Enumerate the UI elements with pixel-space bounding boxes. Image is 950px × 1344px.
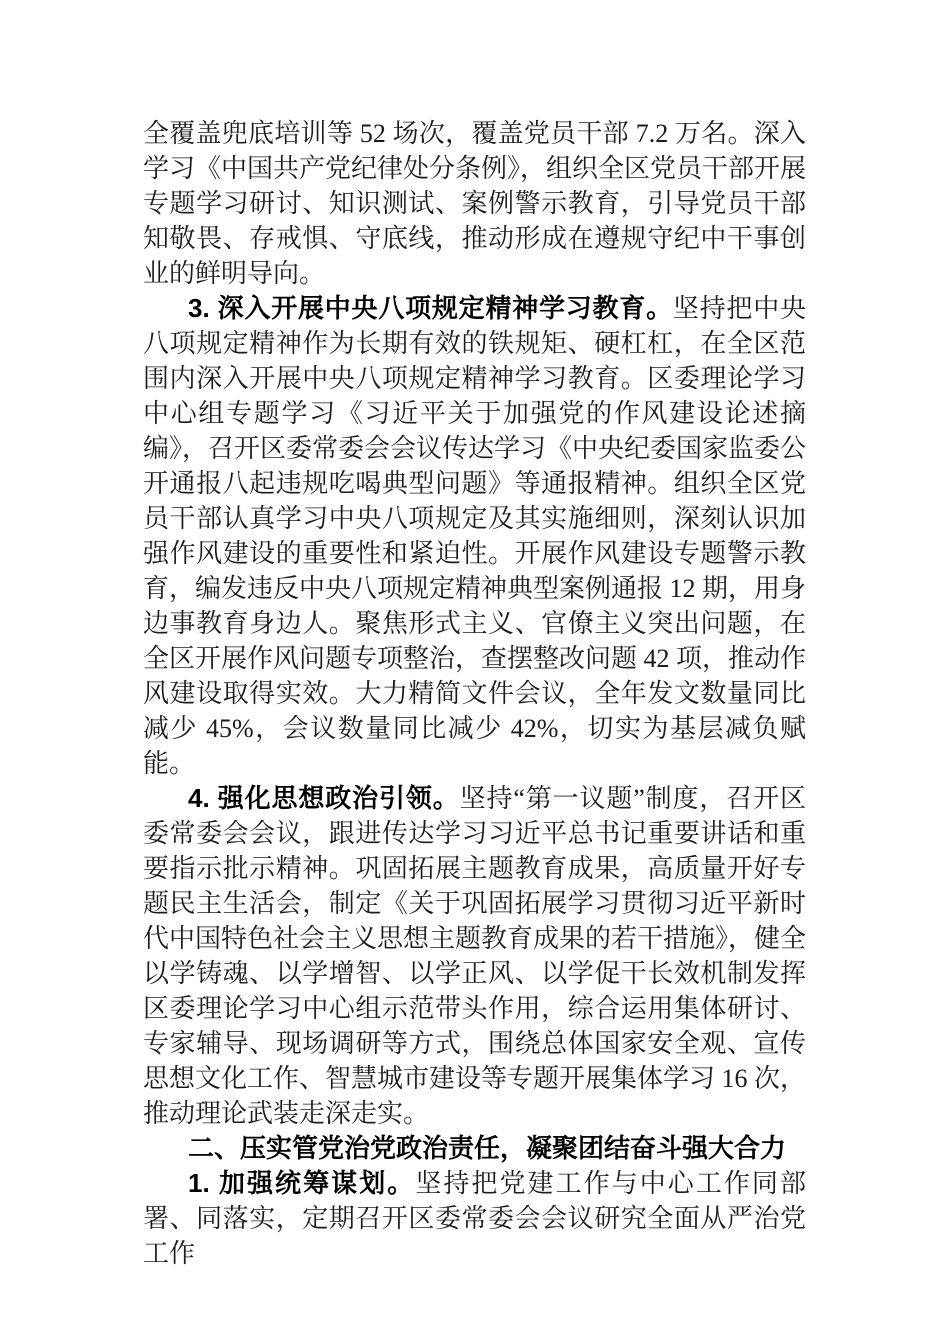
body-paragraph bbox=[143, 291, 806, 781]
body-paragraph bbox=[143, 1166, 806, 1271]
text-run: 全覆盖兜底培训等 52 场次，覆盖党员干部 7.2 万名。深入学习《中国共产党纪律处分条例》，组织全区党员干部开展专题学习研讨、知识测试、案例警示教育，引导党员干部知敬畏、存戒惧、守底线，推动形成在遵规守纪中干事创业的鲜明导向。 bbox=[143, 119, 807, 288]
text-run: 坚持把党建工作与中心工作同部署、同落实，定期召开区委常委会会议研究全面从严治党工作 bbox=[143, 1169, 806, 1268]
body-paragraph bbox=[143, 781, 806, 1131]
text-run: 坚持把中央八项规定精神作为长期有效的铁规矩、硬杠杠，在全区范围内深入开展中央八项规定精神学习教育。区委理论学习中心组专题学习《习近平关于加强党的作风建设论述摘编》，召开区委常委会会议传达学习《中央纪委国家监委公开通报八起违规吃喝典型问题》等通报精神。组织全区党员干部认真学习中央八项规定及其实施细则，深刻认识加强作风建设的重要性和紧迫性。开展作风建设专题警示教育，编发违反中央八项规定精神典型案例通报 12 期，用身边事教育身边人。聚焦形式主义、官僚主义突出问题，在全区开展作风问题专项整治，查摆整改问题 42 项，推动作风建设取得实效。大力精简文件会议，全年发文数量同比减少 45%，会议数量同比减少 42%，切实为基层减负赋能。 bbox=[143, 294, 807, 778]
bold-text-run: 1. 加强统筹谋划。 bbox=[188, 1168, 416, 1198]
bold-text-run: 3. 深入开展中央八项规定精神学习教育。 bbox=[188, 293, 673, 323]
bold-text-run: 4. 强化思想政治引领。 bbox=[188, 783, 460, 813]
bold-text-run: 二、压实管党治党政治责任，凝聚团结奋斗强大合力 bbox=[188, 1133, 787, 1163]
body-paragraph bbox=[143, 116, 806, 291]
document-content bbox=[143, 116, 806, 1271]
text-run: 坚持“第一议题”制度，召开区委常委会会议，跟进传达学习习近平总书记重要讲话和重要指示批示精神。巩固拓展主题教育成果，高质量开好专题民主生活会，制定《关于巩固拓展学习贯彻习近平新时代中国特色社会主义思想主题教育成果的若干措施》，健全以学铸魂、以学增智、以学正风、以学促干长效机制发挥区委理论学习中心组示范带头作用，综合运用集体研讨、专家辅导、现场调研等方式，围绕总体国家安全观、宣传思想文化工作、智慧城市建设等专题开展集体学习 16 次，推动理论武装走深走实。 bbox=[143, 784, 807, 1128]
section-heading bbox=[143, 1131, 806, 1166]
